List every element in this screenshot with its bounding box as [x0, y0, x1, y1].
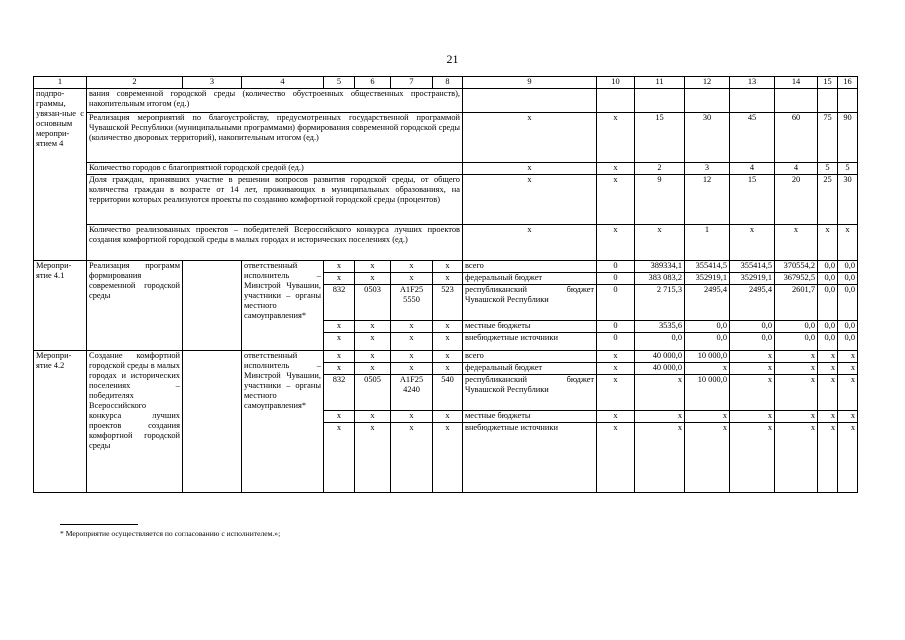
indicator-value: x	[730, 225, 775, 261]
indicator-value: 25	[818, 175, 838, 225]
target-code: A1F25 4240	[391, 375, 433, 411]
grbs-code: x	[324, 273, 355, 285]
indicator-value: x	[635, 225, 685, 261]
indicator-value: 4	[775, 163, 818, 175]
indicator-value: 1	[685, 225, 730, 261]
expense-code: x	[433, 273, 463, 285]
indicator-text: Количество городов с благоприятной городской средой (ед.)	[87, 163, 463, 175]
funding-value: x	[685, 363, 730, 375]
funding-value: 2 715,3	[635, 285, 685, 321]
event-empty-cell	[183, 261, 242, 351]
event-label: Меропри-ятие 4.2	[34, 351, 87, 493]
event-label: Меропри-ятие 4.1	[34, 261, 87, 351]
indicator-value: x	[463, 113, 597, 163]
indicator-value: x	[775, 225, 818, 261]
grbs-code: x	[324, 321, 355, 333]
expense-code: x	[433, 411, 463, 423]
indicator-value: 3	[685, 163, 730, 175]
funding-value: 0,0	[838, 273, 858, 285]
indicator-value: 30	[685, 113, 730, 163]
column-header: 5	[324, 77, 355, 89]
funding-value: 40 000,0	[635, 363, 685, 375]
indicator-value: 15	[635, 113, 685, 163]
indicator-value	[597, 89, 635, 113]
funding-value: 352919,1	[730, 273, 775, 285]
column-header: 14	[775, 77, 818, 89]
grbs-code: x	[324, 411, 355, 423]
funding-value: x	[685, 411, 730, 423]
page-number: 21	[446, 52, 459, 66]
funding-value: 0,0	[818, 261, 838, 273]
funding-value: 2601,7	[775, 285, 818, 321]
column-header: 9	[463, 77, 597, 89]
funding-value: x	[635, 411, 685, 423]
expense-code: x	[433, 333, 463, 351]
funding-value: x	[730, 423, 775, 493]
grbs-code: 832	[324, 375, 355, 411]
expense-code: x	[433, 363, 463, 375]
funding-value: 2495,4	[730, 285, 775, 321]
funding-value: x	[838, 411, 858, 423]
funding-value: 352919,1	[685, 273, 730, 285]
funding-value: 0,0	[775, 321, 818, 333]
column-header: 11	[635, 77, 685, 89]
indicator-value: 75	[818, 113, 838, 163]
indicator-row	[34, 113, 858, 163]
indicator-text: Количество реализованных проектов – победителей Всероссийского конкурса лучших проектов создания комфортной городской среды в малых городах и исторических поселениях (ед.)	[87, 225, 463, 261]
grbs-code: x	[324, 423, 355, 493]
funding-value: x	[685, 423, 730, 493]
funding-value: 10 000,0	[685, 375, 730, 411]
indicator-value: x	[818, 225, 838, 261]
funding-value: x	[597, 423, 635, 493]
funding-value: x	[838, 363, 858, 375]
funding-value: x	[838, 423, 858, 493]
expense-code: 523	[433, 285, 463, 321]
expense-code: 540	[433, 375, 463, 411]
funding-value: x	[597, 411, 635, 423]
indicator-value	[730, 89, 775, 113]
column-header: 15	[818, 77, 838, 89]
column-header: 6	[355, 77, 391, 89]
funding-value: x	[635, 423, 685, 493]
funding-value: x	[730, 363, 775, 375]
section-code: x	[355, 423, 391, 493]
funding-value: 0,0	[730, 321, 775, 333]
funding-value: x	[597, 351, 635, 363]
funding-value: 0,0	[775, 333, 818, 351]
section-code: x	[355, 333, 391, 351]
indicator-value: x	[597, 163, 635, 175]
grbs-code: x	[324, 333, 355, 351]
indicator-value	[775, 89, 818, 113]
expense-code: x	[433, 321, 463, 333]
indicator-text: вания современной городской среды (количество обустроенных общественных пространств), накопительным итогом (ед.)	[87, 89, 463, 113]
funding-value: x	[730, 411, 775, 423]
target-code: x	[391, 411, 433, 423]
funding-source: всего	[463, 261, 597, 273]
indicator-value	[818, 89, 838, 113]
funding-value: 0,0	[818, 285, 838, 321]
funding-value: 0	[597, 321, 635, 333]
funding-value: x	[635, 375, 685, 411]
indicator-row	[34, 225, 858, 261]
funding-source: федеральный бюджет	[463, 363, 597, 375]
funding-value: x	[597, 375, 635, 411]
indicator-value	[463, 89, 597, 113]
funding-value: 355414,5	[730, 261, 775, 273]
indicator-value: 5	[838, 163, 858, 175]
section-code: x	[355, 321, 391, 333]
funding-value: x	[775, 375, 818, 411]
event-responsible: ответственный исполнитель – Минстрой Чувашии, участники – органы местного самоуправления*	[242, 351, 324, 493]
funding-value: x	[818, 423, 838, 493]
indicator-value: 15	[730, 175, 775, 225]
event-row	[34, 351, 858, 363]
indicator-value: 2	[635, 163, 685, 175]
section-code: 0505	[355, 375, 391, 411]
indicator-value: 5	[818, 163, 838, 175]
event-row	[34, 261, 858, 273]
section-code: x	[355, 261, 391, 273]
funding-source: местные бюджеты	[463, 411, 597, 423]
funding-source: республиканский бюджет Чувашской Республики	[463, 375, 597, 411]
funding-value: 0	[597, 273, 635, 285]
footnote: * Мероприятие осуществляется по согласованию с исполнителем.»;	[60, 529, 281, 538]
indicator-text: Реализация мероприятий по благоустройству, предусмотренных государственной программой Чувашской Республики (муниципальными программами) формирования современной городской среды (количество дворовых территорий), накопительным итогом (ед.)	[87, 113, 463, 163]
funding-value: 370554,2	[775, 261, 818, 273]
funding-value: 389334,1	[635, 261, 685, 273]
funding-source: всего	[463, 351, 597, 363]
indicator-text: Доля граждан, принявших участие в решении вопросов развития городской среды, от общего количества граждан в возрасте от 14 лет, проживающих в муниципальных образованиях, на территории которых реализуются проекты по созданию комфортной городской среды (процентов)	[87, 175, 463, 225]
section-code: x	[355, 273, 391, 285]
funding-value: 40 000,0	[635, 351, 685, 363]
funding-value: x	[775, 351, 818, 363]
funding-value: 0,0	[818, 273, 838, 285]
funding-value: 2495,4	[685, 285, 730, 321]
indicator-value: 30	[838, 175, 858, 225]
column-header: 1	[34, 77, 87, 89]
indicator-value: 45	[730, 113, 775, 163]
column-header: 12	[685, 77, 730, 89]
funding-value: 0,0	[818, 321, 838, 333]
funding-value: x	[730, 351, 775, 363]
funding-value: 0,0	[838, 333, 858, 351]
column-header: 13	[730, 77, 775, 89]
target-code: x	[391, 321, 433, 333]
funding-source: внебюджетные источники	[463, 333, 597, 351]
footnote-divider	[60, 524, 138, 525]
funding-value: 0,0	[838, 321, 858, 333]
funding-source: местные бюджеты	[463, 321, 597, 333]
indicator-row	[34, 163, 858, 175]
indicator-row	[34, 89, 858, 113]
target-code: x	[391, 273, 433, 285]
event-name: Создание комфортной городской среды в малых городах и исторических поселениях – победителях Всероссийского конкурса лучших проектов создания комфортной городской среды	[87, 351, 183, 493]
indicator-value: x	[463, 225, 597, 261]
funding-value: 3535,6	[635, 321, 685, 333]
target-code: x	[391, 333, 433, 351]
target-code: x	[391, 351, 433, 363]
funding-value: x	[838, 375, 858, 411]
indicator-row	[34, 175, 858, 225]
indicator-value	[838, 89, 858, 113]
indicator-value	[635, 89, 685, 113]
funding-value: 0,0	[685, 333, 730, 351]
indicator-value: x	[597, 113, 635, 163]
funding-value: x	[775, 363, 818, 375]
expense-code: x	[433, 351, 463, 363]
expense-code: x	[433, 261, 463, 273]
column-header: 3	[183, 77, 242, 89]
section-code: 0503	[355, 285, 391, 321]
funding-value: 383 083,2	[635, 273, 685, 285]
indicator-value: x	[463, 163, 597, 175]
event-name: Реализация программ формирования современной городской среды	[87, 261, 183, 351]
funding-source: федеральный бюджет	[463, 273, 597, 285]
column-header: 4	[242, 77, 324, 89]
indicator-value: 9	[635, 175, 685, 225]
funding-value: 0,0	[838, 285, 858, 321]
funding-value: 10 000,0	[685, 351, 730, 363]
target-code: x	[391, 423, 433, 493]
indicator-value: 12	[685, 175, 730, 225]
indicator-value: 60	[775, 113, 818, 163]
funding-value: x	[818, 363, 838, 375]
funding-value: 0,0	[635, 333, 685, 351]
column-header: 2	[87, 77, 183, 89]
grbs-code: 832	[324, 285, 355, 321]
event-responsible: ответственный исполнитель – Минстрой Чувашии, участники – органы местного самоуправления*	[242, 261, 324, 351]
funding-value: x	[775, 411, 818, 423]
funding-value: 0,0	[838, 261, 858, 273]
indicator-value: x	[597, 175, 635, 225]
funding-value: x	[818, 411, 838, 423]
funding-value: 0	[597, 261, 635, 273]
header-row	[34, 77, 858, 89]
section-code: x	[355, 351, 391, 363]
target-code: x	[391, 261, 433, 273]
funding-source: республиканский бюджет Чувашской Республики	[463, 285, 597, 321]
indicator-value: x	[838, 225, 858, 261]
target-code: x	[391, 363, 433, 375]
grbs-code: x	[324, 351, 355, 363]
column-header: 16	[838, 77, 858, 89]
funding-value: 0,0	[818, 333, 838, 351]
indicator-value: x	[463, 175, 597, 225]
funding-value: x	[818, 375, 838, 411]
subprogram-label: подпро-граммы, увязан-ные с основным меропри-ятием 4	[34, 89, 87, 261]
indicator-value: 90	[838, 113, 858, 163]
section-code: x	[355, 363, 391, 375]
column-header: 7	[391, 77, 433, 89]
funding-value: 367952,5	[775, 273, 818, 285]
funding-value: x	[775, 423, 818, 493]
funding-value: x	[597, 363, 635, 375]
grbs-code: x	[324, 363, 355, 375]
column-header: 8	[433, 77, 463, 89]
indicator-value: 20	[775, 175, 818, 225]
column-header: 10	[597, 77, 635, 89]
section-code: x	[355, 411, 391, 423]
target-code: A1F25 5550	[391, 285, 433, 321]
event-empty-cell	[183, 351, 242, 493]
funding-value: 0	[597, 285, 635, 321]
expense-code: x	[433, 423, 463, 493]
funding-value: x	[838, 351, 858, 363]
grbs-code: x	[324, 261, 355, 273]
funding-value: 0	[597, 333, 635, 351]
funding-source: внебюджетные источники	[463, 423, 597, 493]
indicator-value: 4	[730, 163, 775, 175]
indicator-value: x	[597, 225, 635, 261]
program-table	[33, 76, 858, 493]
funding-value: x	[730, 375, 775, 411]
funding-value: x	[818, 351, 838, 363]
funding-value: 0,0	[685, 321, 730, 333]
funding-value: 355414,5	[685, 261, 730, 273]
funding-value: 0,0	[730, 333, 775, 351]
indicator-value	[685, 89, 730, 113]
